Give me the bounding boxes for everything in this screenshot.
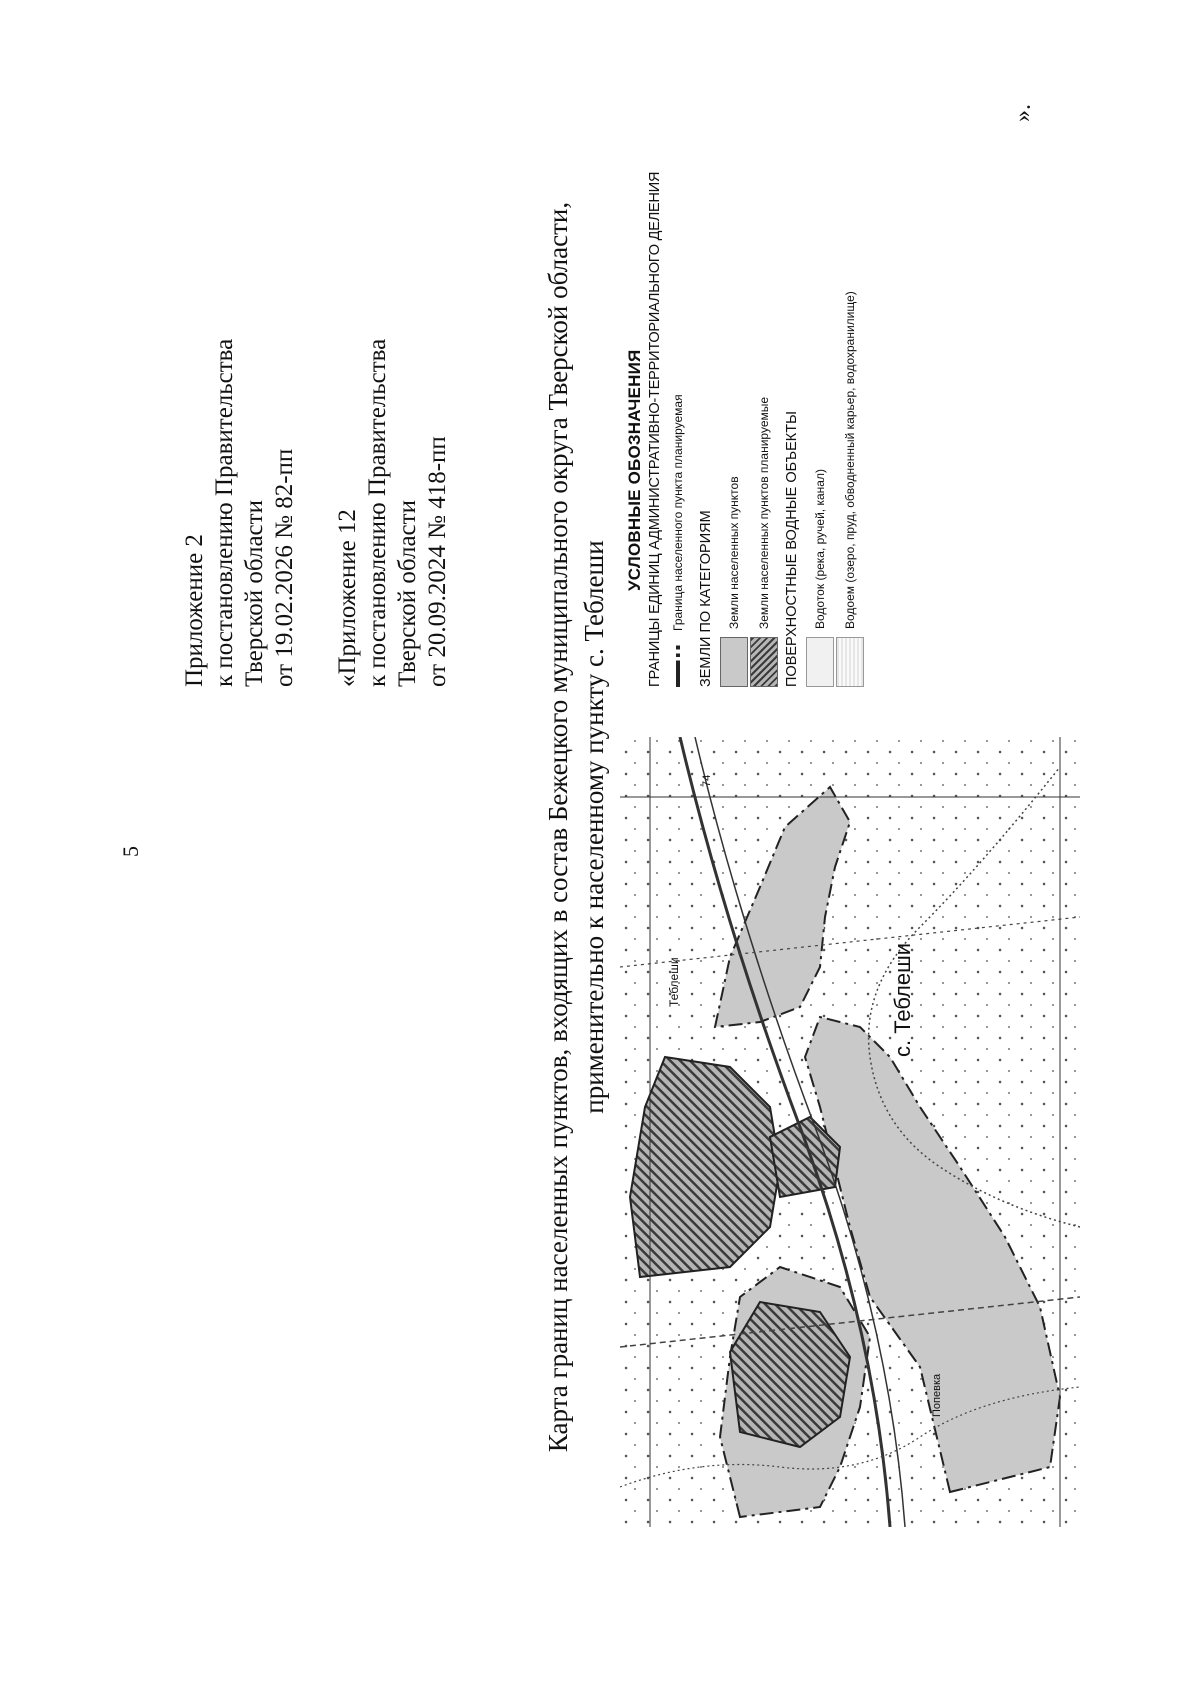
appendix-line: к постановлению Правительства xyxy=(211,338,238,687)
appendix-line: к постановлению Правительства xyxy=(364,338,391,687)
planned-swatch-icon xyxy=(750,637,778,687)
appendix-line: «Приложение 12 xyxy=(334,509,361,687)
appendix-line: Тверской области xyxy=(394,500,421,687)
map-legend xyxy=(625,47,865,687)
legend-section-water: ПОВЕРХНОСТНЫЕ ВОДНЫЕ ОБЪЕКТЫ xyxy=(784,411,800,687)
legend-label: Водоем (озеро, пруд, обводненный карьер, водохранилище) xyxy=(843,291,857,629)
appendix-line: от 20.09.2024 № 418-пп xyxy=(424,436,451,687)
legend-item-boundary xyxy=(663,47,693,687)
map-title-line: применительно к населенному пункту с. Теблеши xyxy=(579,540,609,1114)
legend-section-admin: ГРАНИЦЫ ЕДИНИЦ АДМИНИСТРАТИВНО-ТЕРРИТОРИАЛЬНОГО ДЕЛЕНИЯ xyxy=(647,171,663,687)
appendix-header-old xyxy=(333,339,453,687)
map-title xyxy=(540,92,612,1562)
village-label-small: Теблеши xyxy=(667,957,681,1007)
legend-item-settlement xyxy=(719,47,749,687)
page-number: 5 xyxy=(118,846,143,857)
boundary-line-icon xyxy=(676,639,680,687)
appendix-header-new xyxy=(180,339,300,687)
map-title-line: Карта границ населенных пунктов, входящих в состав Бежецкого муниципального округа Тверской области, xyxy=(543,201,573,1453)
elevation-label: 74 xyxy=(701,774,713,787)
closing-quote: ». xyxy=(1010,104,1036,122)
watercourse-swatch-icon xyxy=(806,637,834,687)
legend-label: Земли населенных пунктов xyxy=(727,476,741,629)
legend-label: Водоток (река, ручей, канал) xyxy=(813,469,827,629)
appendix-line: от 19.02.2026 № 82-пп xyxy=(271,448,298,687)
appendix-line: Тверской области xyxy=(241,500,268,687)
settlement-swatch-icon xyxy=(720,637,748,687)
legend-title: УСЛОВНЫЕ ОБОЗНАЧЕНИЯ xyxy=(625,349,644,591)
legend-item-planned xyxy=(749,47,779,687)
ref-village-label: Попевка xyxy=(931,1373,943,1417)
legend-item-watercourse xyxy=(805,47,835,687)
appendix-line: Приложение 2 xyxy=(181,534,208,687)
village-label: с. Теблеши xyxy=(890,942,915,1057)
legend-section-lands: ЗЕМЛИ ПО КАТЕГОРИЯМ xyxy=(698,510,714,687)
legend-label: Земли населенных пунктов планируемые xyxy=(757,396,771,629)
settlement-map xyxy=(620,737,1080,1527)
legend-label: Граница населенного пункта планируемая xyxy=(671,394,685,631)
reservoir-swatch-icon xyxy=(836,637,864,687)
legend-item-reservoir xyxy=(835,47,865,687)
